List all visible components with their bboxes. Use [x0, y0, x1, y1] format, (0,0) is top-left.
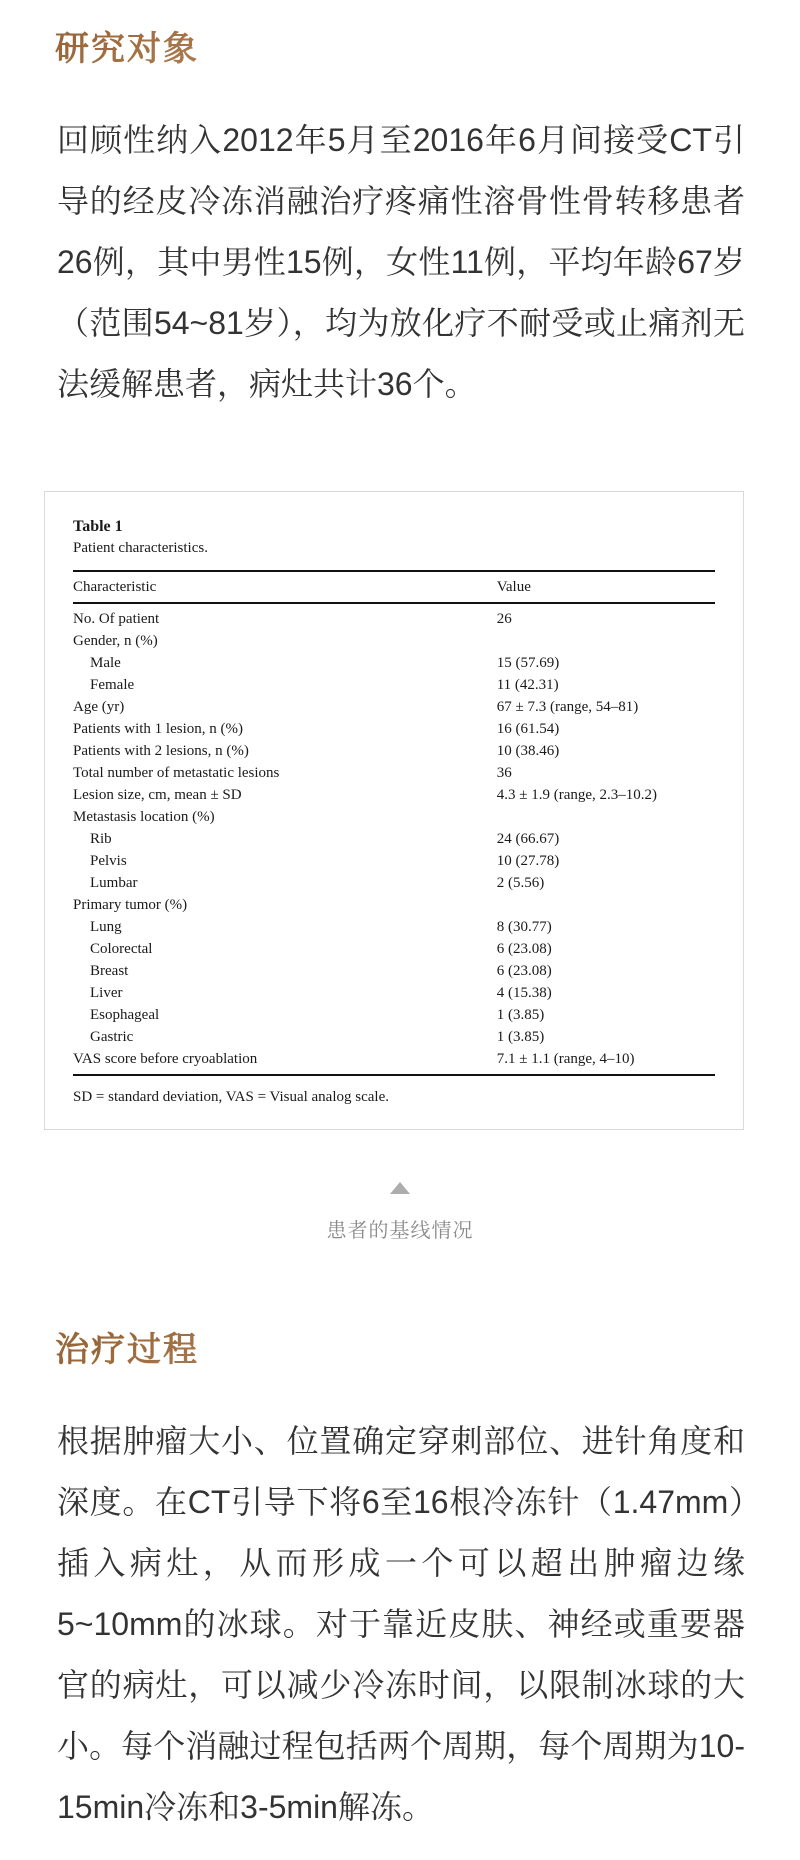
value-cell: 36 [496, 765, 512, 781]
paragraph-research-subjects: 回顾性纳入2012年5月至2016年6月间接受CT引导的经皮冷冻消融治疗疼痛性溶骨性骨转移患者26例，其中男性15例，女性11例，平均年龄67岁（范围54~81岁），均为放化疗不耐受或止痛剂无法缓解患者，病灶共计36个。 [57, 122, 745, 402]
characteristic-cell: Lung [90, 919, 122, 935]
table-row [73, 806, 715, 828]
characteristic-cell: Metastasis location (%) [73, 809, 215, 825]
value-cell: 6 (23.08) [496, 963, 552, 979]
value-cell: 16 (61.54) [496, 721, 560, 737]
value-cell: 4 (15.38) [496, 985, 552, 1001]
table-row [73, 872, 715, 894]
characteristic-cell: VAS score before cryoablation [73, 1048, 497, 1075]
table-row [73, 850, 715, 872]
triangle-up-icon [390, 1182, 410, 1194]
characteristic-cell: Liver [90, 985, 123, 1001]
value-cell: 11 (42.31) [496, 677, 559, 693]
table-card [44, 491, 744, 1130]
characteristic-cell: Age (yr) [73, 699, 125, 715]
column-header-characteristic: Characteristic [73, 571, 497, 603]
characteristic-cell: Female [90, 677, 135, 693]
value-cell: 15 (57.69) [496, 655, 560, 671]
value-cell: 8 (30.77) [496, 919, 552, 935]
characteristic-cell: Lesion size, cm, mean ± SD [73, 787, 242, 803]
figure-caption-block [0, 1182, 800, 1243]
characteristic-cell: Gastric [90, 1029, 134, 1045]
value-cell: 24 (66.67) [496, 831, 560, 847]
characteristic-cell: Patients with 2 lesions, n (%) [73, 743, 249, 759]
value-cell [497, 806, 715, 828]
characteristic-cell: Pelvis [90, 853, 127, 869]
value-cell: 67 ± 7.3 (range, 54–81) [496, 699, 639, 715]
characteristic-cell: Esophageal [90, 1007, 160, 1023]
table-row [73, 894, 715, 916]
table-row [73, 960, 715, 982]
section-heading-treatment-process: 治疗过程 [55, 1329, 745, 1373]
value-cell: 1 (3.85) [496, 1007, 545, 1023]
column-header-value: Value [497, 571, 715, 603]
value-cell [497, 894, 715, 916]
value-cell: 26 [496, 611, 512, 627]
table-row [73, 718, 715, 740]
characteristic-cell: Lumbar [90, 875, 138, 891]
table-row [73, 762, 715, 784]
characteristic-cell: Patients with 1 lesion, n (%) [73, 721, 243, 737]
value-cell: 10 (27.78) [496, 853, 560, 869]
table-row [73, 916, 715, 938]
section-heading-research-subjects: 研究对象 [55, 0, 745, 72]
table-row [73, 603, 715, 630]
value-cell: 10 (38.46) [496, 743, 560, 759]
table-footnote: SD = standard deviation, VAS = Visual analog scale. [73, 1089, 389, 1105]
value-cell: 7.1 ± 1.1 (range, 4–10) [497, 1048, 715, 1075]
characteristic-cell: Colorectal [90, 941, 153, 957]
table-row [73, 674, 715, 696]
value-cell: 4.3 ± 1.9 (range, 2.3–10.2) [496, 787, 658, 803]
table-row [73, 982, 715, 1004]
table-header-row [73, 571, 715, 603]
table-row [73, 1026, 715, 1048]
value-cell: 2 (5.56) [496, 875, 545, 891]
value-cell [497, 630, 715, 652]
table-row [73, 652, 715, 674]
table-row [73, 630, 715, 652]
characteristic-cell: No. Of patient [73, 611, 160, 627]
table-row [73, 740, 715, 762]
value-cell: 1 (3.85) [496, 1029, 545, 1045]
characteristic-cell: Total number of metastatic lesions [73, 765, 280, 781]
value-cell: 6 (23.08) [496, 941, 552, 957]
table-body [73, 603, 715, 1075]
table-row [73, 1004, 715, 1026]
characteristic-cell: Gender, n (%) [73, 633, 158, 649]
table-row [73, 828, 715, 850]
table-row [73, 696, 715, 718]
table-row [73, 938, 715, 960]
characteristic-cell: Male [90, 655, 121, 671]
table-title: Table 1 [73, 518, 123, 535]
paragraph-treatment-process: 根据肿瘤大小、位置确定穿刺部位、进针角度和深度。在CT引导下将6至16根冷冻针（1.47mm）插入病灶，从而形成一个可以超出肿瘤边缘5~10mm的冰球。对于靠近皮肤、神经或重要器官的病灶，可以减少冷冻时间，以限制冰球的大小。每个消融过程包括两个周期，每个周期为10-15min冷冻和3-5min解冻。 [57, 1423, 745, 1825]
characteristic-cell: Rib [90, 831, 112, 847]
figure-caption: 患者的基线情况 [326, 1220, 474, 1242]
characteristic-cell: Primary tumor (%) [73, 897, 188, 913]
table-subtitle: Patient characteristics. [73, 540, 208, 556]
table-row [73, 1048, 715, 1075]
table-row [73, 784, 715, 806]
patient-characteristics-table [73, 570, 715, 1076]
characteristic-cell: Breast [90, 963, 129, 979]
